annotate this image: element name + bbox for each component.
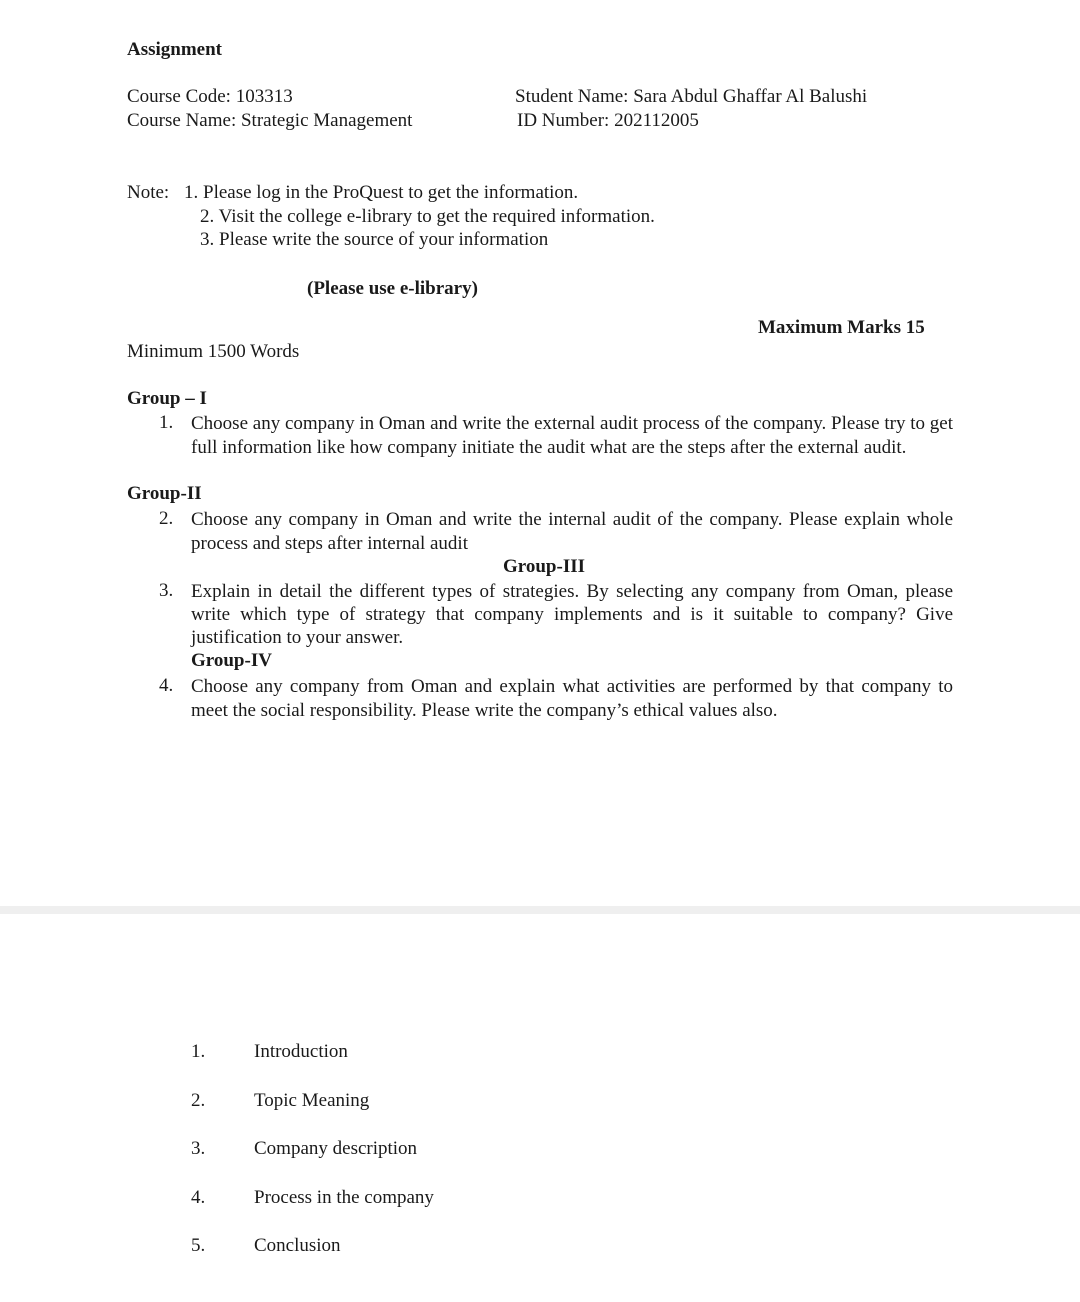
group-heading: Group-III [503,556,586,577]
document-title: Assignment [127,39,223,60]
course-name: Course Name: Strategic Management [127,110,413,131]
question-text: Choose any company in Oman and write the external audit process of the company. Please try to get full information like how company initiate the audit what are the steps after the external audit. [191,413,953,458]
outline-item: Topic Meaning [254,1090,370,1111]
question-text: Explain in detail the different types of strategies. By selecting any company from Oman, please write which type of strategy that company implements and is it suitable to company? Give justification to your answer. [191,581,953,648]
page-separator [0,906,1080,914]
outline-number: 2. [191,1090,206,1111]
outline-item: Company description [254,1138,418,1159]
outline-number: 4. [191,1187,206,1208]
outline-number: 1. [191,1041,206,1062]
outline-item: Introduction [254,1041,348,1062]
note-item: 2. Visit the college e-library to get the required information. [200,206,655,227]
outline-number: 5. [191,1235,206,1256]
max-marks: Maximum Marks 15 [758,317,925,338]
student-name: Student Name: Sara Abdul Ghaffar Al Balushi [515,86,868,107]
question-number: 4. [159,675,174,696]
id-number: ID Number: 202112005 [517,110,699,131]
group-heading: Group-IV [191,650,272,671]
question-text: Choose any company in Oman and write the internal audit of the company. Please explain whole process and steps after internal audit [191,509,953,554]
note-item: 3. Please write the source of your information [200,229,549,250]
question-number: 2. [159,508,174,529]
course-code: Course Code: 103313 [127,86,293,107]
outline-item: Conclusion [254,1235,341,1256]
question-number: 3. [159,580,174,601]
note-item: 1. Please log in the ProQuest to get the information. [184,182,579,203]
outline-number: 3. [191,1138,206,1159]
elibrary-note: (Please use e-library) [307,278,478,299]
outline-item: Process in the company [254,1187,434,1208]
question-text: Choose any company from Oman and explain what activities are performed by that company to meet the social responsibility. Please write the company’s ethical values also. [191,676,953,721]
note-label: Note: [127,182,170,203]
question-number: 1. [159,412,174,433]
min-words: Minimum 1500 Words [127,341,300,362]
group-heading: Group – I [127,388,207,409]
group-heading: Group-II [127,483,202,504]
